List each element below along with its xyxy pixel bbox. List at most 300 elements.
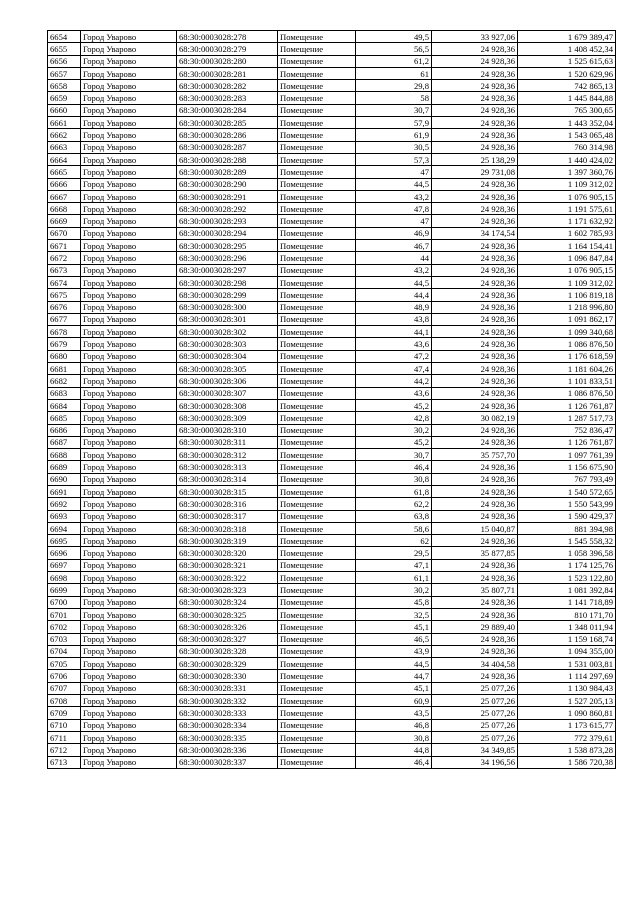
cell-object-type: Помещение: [278, 276, 356, 288]
table-row: [48, 412, 616, 424]
cell-municipality: Город Уварово: [81, 289, 177, 301]
cell-object-type: Помещение: [278, 670, 356, 682]
table-row: [48, 153, 616, 165]
table-row: [48, 572, 616, 584]
cell-object-type: Помещение: [278, 338, 356, 350]
cell-row-number: 6701: [48, 608, 81, 620]
cell-area: 44,5: [356, 178, 432, 190]
cell-municipality: Город Уварово: [81, 510, 177, 522]
table-row: [48, 289, 616, 301]
cell-object-type: Помещение: [278, 190, 356, 202]
table-row: [48, 744, 616, 756]
table-row: [48, 559, 616, 571]
cell-area: 30,7: [356, 104, 432, 116]
cell-specific-value: 24 928,36: [432, 203, 518, 215]
cell-cadastral-number: 68:30:0003028:299: [177, 289, 278, 301]
cell-cadastral-value: 1 076 905,15: [518, 190, 616, 202]
cell-row-number: 6695: [48, 535, 81, 547]
cell-row-number: 6683: [48, 387, 81, 399]
table-row: [48, 264, 616, 276]
cell-cadastral-number: 68:30:0003028:290: [177, 178, 278, 190]
cell-cadastral-number: 68:30:0003028:307: [177, 387, 278, 399]
table-row: [48, 276, 616, 288]
cell-object-type: Помещение: [278, 424, 356, 436]
cell-cadastral-value: 767 793,49: [518, 473, 616, 485]
cell-municipality: Город Уварово: [81, 55, 177, 67]
cell-cadastral-value: 1 130 984,43: [518, 682, 616, 694]
cell-object-type: Помещение: [278, 55, 356, 67]
cell-row-number: 6657: [48, 67, 81, 79]
cell-area: 30,2: [356, 584, 432, 596]
cell-area: 43,2: [356, 190, 432, 202]
cell-object-type: Помещение: [278, 227, 356, 239]
cell-cadastral-number: 68:30:0003028:323: [177, 584, 278, 596]
cell-cadastral-number: 68:30:0003028:296: [177, 252, 278, 264]
cell-municipality: Город Уварово: [81, 190, 177, 202]
cell-object-type: Помещение: [278, 608, 356, 620]
cell-row-number: 6667: [48, 190, 81, 202]
cell-cadastral-number: 68:30:0003028:284: [177, 104, 278, 116]
cell-cadastral-number: 68:30:0003028:279: [177, 43, 278, 55]
cell-cadastral-value: 1 141 718,89: [518, 596, 616, 608]
cell-area: 60,9: [356, 695, 432, 707]
cell-municipality: Город Уварово: [81, 498, 177, 510]
cell-municipality: Город Уварово: [81, 43, 177, 55]
cell-municipality: Город Уварово: [81, 412, 177, 424]
cell-cadastral-number: 68:30:0003028:303: [177, 338, 278, 350]
cell-object-type: Помещение: [278, 522, 356, 534]
cell-object-type: Помещение: [278, 387, 356, 399]
cell-specific-value: 29 889,40: [432, 621, 518, 633]
cell-municipality: Город Уварово: [81, 227, 177, 239]
cell-municipality: Город Уварово: [81, 473, 177, 485]
cell-area: 43,2: [356, 264, 432, 276]
cell-municipality: Город Уварово: [81, 670, 177, 682]
cell-specific-value: 34 196,56: [432, 756, 518, 768]
cell-cadastral-value: 1 176 618,59: [518, 350, 616, 362]
cell-cadastral-number: 68:30:0003028:282: [177, 80, 278, 92]
cell-row-number: 6684: [48, 399, 81, 411]
cell-row-number: 6708: [48, 695, 81, 707]
table-row: [48, 473, 616, 485]
cell-object-type: Помещение: [278, 436, 356, 448]
cell-cadastral-value: 1 181 604,26: [518, 363, 616, 375]
cell-area: 61: [356, 67, 432, 79]
cell-cadastral-number: 68:30:0003028:320: [177, 547, 278, 559]
cell-cadastral-value: 1 348 011,94: [518, 621, 616, 633]
cell-specific-value: 24 928,36: [432, 350, 518, 362]
cell-specific-value: 24 928,36: [432, 301, 518, 313]
cell-municipality: Город Уварово: [81, 129, 177, 141]
cell-cadastral-number: 68:30:0003028:314: [177, 473, 278, 485]
cell-area: 32,5: [356, 608, 432, 620]
cell-specific-value: 15 040,87: [432, 522, 518, 534]
cell-row-number: 6674: [48, 276, 81, 288]
table-row: [48, 31, 616, 43]
cell-row-number: 6704: [48, 645, 81, 657]
table-row: [48, 252, 616, 264]
cell-cadastral-number: 68:30:0003028:281: [177, 67, 278, 79]
cell-specific-value: 24 928,36: [432, 572, 518, 584]
cell-row-number: 6692: [48, 498, 81, 510]
cell-municipality: Город Уварово: [81, 485, 177, 497]
table-row: [48, 215, 616, 227]
cell-cadastral-value: 1 545 558,32: [518, 535, 616, 547]
cell-municipality: Город Уварово: [81, 756, 177, 768]
cell-specific-value: 24 928,36: [432, 473, 518, 485]
cell-row-number: 6672: [48, 252, 81, 264]
cell-specific-value: 24 928,36: [432, 387, 518, 399]
cell-cadastral-number: 68:30:0003028:305: [177, 363, 278, 375]
cell-area: 47,2: [356, 350, 432, 362]
cell-cadastral-number: 68:30:0003028:289: [177, 166, 278, 178]
cell-specific-value: 24 928,36: [432, 43, 518, 55]
cell-municipality: Город Уварово: [81, 682, 177, 694]
cell-row-number: 6660: [48, 104, 81, 116]
table-row: [48, 522, 616, 534]
cell-cadastral-number: 68:30:0003028:302: [177, 326, 278, 338]
cell-row-number: 6711: [48, 731, 81, 743]
cell-municipality: Город Уварово: [81, 584, 177, 596]
cell-municipality: Город Уварово: [81, 215, 177, 227]
cell-object-type: Помещение: [278, 289, 356, 301]
cell-row-number: 6655: [48, 43, 81, 55]
cell-cadastral-value: 1 173 615,77: [518, 719, 616, 731]
cell-area: 47: [356, 215, 432, 227]
table-row: [48, 338, 616, 350]
table-row: [48, 67, 616, 79]
table-row: [48, 510, 616, 522]
cell-cadastral-number: 68:30:0003028:325: [177, 608, 278, 620]
cell-area: 44,8: [356, 744, 432, 756]
cell-municipality: Город Уварово: [81, 633, 177, 645]
cell-cadastral-value: 1 101 833,51: [518, 375, 616, 387]
table-body: [48, 31, 616, 769]
cell-area: 58: [356, 92, 432, 104]
cell-specific-value: 34 174,54: [432, 227, 518, 239]
cell-object-type: Помещение: [278, 547, 356, 559]
cell-object-type: Помещение: [278, 449, 356, 461]
cell-specific-value: 24 928,36: [432, 264, 518, 276]
cell-cadastral-number: 68:30:0003028:309: [177, 412, 278, 424]
cell-cadastral-value: 1 156 675,90: [518, 461, 616, 473]
table-row: [48, 117, 616, 129]
cell-cadastral-number: 68:30:0003028:337: [177, 756, 278, 768]
cell-object-type: Помещение: [278, 178, 356, 190]
cell-specific-value: 24 928,36: [432, 436, 518, 448]
table-row: [48, 658, 616, 670]
cell-cadastral-value: 1 109 312,02: [518, 276, 616, 288]
cell-specific-value: 24 928,36: [432, 313, 518, 325]
cell-municipality: Город Уварово: [81, 276, 177, 288]
cell-row-number: 6664: [48, 153, 81, 165]
cell-specific-value: 25 077,26: [432, 707, 518, 719]
cell-cadastral-value: 1 602 785,93: [518, 227, 616, 239]
cell-area: 63,8: [356, 510, 432, 522]
cell-area: 30,8: [356, 473, 432, 485]
table-row: [48, 498, 616, 510]
cell-row-number: 6658: [48, 80, 81, 92]
cell-row-number: 6699: [48, 584, 81, 596]
cell-cadastral-number: 68:30:0003028:312: [177, 449, 278, 461]
cell-specific-value: 24 928,36: [432, 535, 518, 547]
cell-row-number: 6677: [48, 313, 81, 325]
cell-cadastral-number: 68:30:0003028:326: [177, 621, 278, 633]
cell-row-number: 6669: [48, 215, 81, 227]
cell-area: 46,4: [356, 756, 432, 768]
cell-specific-value: 25 077,26: [432, 731, 518, 743]
cell-specific-value: 24 928,36: [432, 289, 518, 301]
cell-specific-value: 34 404,58: [432, 658, 518, 670]
cell-cadastral-value: 1 090 860,81: [518, 707, 616, 719]
table-row: [48, 547, 616, 559]
cell-cadastral-value: 1 586 720,38: [518, 756, 616, 768]
cell-cadastral-number: 68:30:0003028:327: [177, 633, 278, 645]
cell-cadastral-value: 1 086 876,50: [518, 387, 616, 399]
table-row: [48, 92, 616, 104]
table-row: [48, 240, 616, 252]
cell-cadastral-number: 68:30:0003028:295: [177, 240, 278, 252]
cell-object-type: Помещение: [278, 363, 356, 375]
cell-specific-value: 24 928,36: [432, 80, 518, 92]
table-row: [48, 596, 616, 608]
cell-row-number: 6679: [48, 338, 81, 350]
table-row: [48, 633, 616, 645]
cell-cadastral-number: 68:30:0003028:308: [177, 399, 278, 411]
cell-cadastral-value: 1 174 125,76: [518, 559, 616, 571]
cell-area: 44,7: [356, 670, 432, 682]
cell-municipality: Город Уварово: [81, 92, 177, 104]
table-row: [48, 43, 616, 55]
cell-object-type: Помещение: [278, 67, 356, 79]
cell-municipality: Город Уварово: [81, 326, 177, 338]
cell-specific-value: 24 928,36: [432, 67, 518, 79]
cell-object-type: Помещение: [278, 658, 356, 670]
cell-municipality: Город Уварово: [81, 596, 177, 608]
cell-row-number: 6706: [48, 670, 81, 682]
cell-municipality: Город Уварово: [81, 695, 177, 707]
cell-cadastral-value: 1 164 154,41: [518, 240, 616, 252]
cell-cadastral-number: 68:30:0003028:319: [177, 535, 278, 547]
table-row: [48, 670, 616, 682]
cell-cadastral-number: 68:30:0003028:297: [177, 264, 278, 276]
cell-row-number: 6710: [48, 719, 81, 731]
cell-row-number: 6670: [48, 227, 81, 239]
cell-cadastral-value: 1 550 543,99: [518, 498, 616, 510]
cell-area: 30,2: [356, 424, 432, 436]
cell-area: 45,1: [356, 682, 432, 694]
cell-cadastral-number: 68:30:0003028:335: [177, 731, 278, 743]
cell-cadastral-value: 1 523 122,80: [518, 572, 616, 584]
cell-row-number: 6700: [48, 596, 81, 608]
cell-cadastral-value: 1 397 360,76: [518, 166, 616, 178]
table-row: [48, 80, 616, 92]
cell-cadastral-number: 68:30:0003028:285: [177, 117, 278, 129]
cell-municipality: Город Уварово: [81, 424, 177, 436]
cell-row-number: 6707: [48, 682, 81, 694]
cell-cadastral-number: 68:30:0003028:292: [177, 203, 278, 215]
cell-area: 46,7: [356, 240, 432, 252]
cell-municipality: Город Уварово: [81, 31, 177, 43]
cell-cadastral-number: 68:30:0003028:322: [177, 572, 278, 584]
cell-municipality: Город Уварово: [81, 547, 177, 559]
cell-object-type: Помещение: [278, 621, 356, 633]
cell-cadastral-number: 68:30:0003028:311: [177, 436, 278, 448]
table-row: [48, 326, 616, 338]
cell-specific-value: 24 928,36: [432, 633, 518, 645]
cell-row-number: 6712: [48, 744, 81, 756]
cell-municipality: Город Уварово: [81, 264, 177, 276]
cell-object-type: Помещение: [278, 153, 356, 165]
cell-object-type: Помещение: [278, 485, 356, 497]
cell-row-number: 6698: [48, 572, 81, 584]
cell-object-type: Помещение: [278, 535, 356, 547]
cell-row-number: 6666: [48, 178, 81, 190]
cell-cadastral-value: 765 300,65: [518, 104, 616, 116]
cell-object-type: Помещение: [278, 313, 356, 325]
cell-municipality: Город Уварово: [81, 559, 177, 571]
cell-specific-value: 24 928,36: [432, 129, 518, 141]
table-row: [48, 485, 616, 497]
cell-cadastral-value: 1 679 389,47: [518, 31, 616, 43]
cell-specific-value: 35 807,71: [432, 584, 518, 596]
cell-area: 57,3: [356, 153, 432, 165]
cell-area: 45,2: [356, 399, 432, 411]
cell-cadastral-value: 1 097 761,39: [518, 449, 616, 461]
table-row: [48, 535, 616, 547]
cell-cadastral-number: 68:30:0003028:286: [177, 129, 278, 141]
cell-object-type: Помещение: [278, 350, 356, 362]
table-row: [48, 695, 616, 707]
cell-municipality: Город Уварово: [81, 252, 177, 264]
table-row: [48, 707, 616, 719]
cell-specific-value: 24 928,36: [432, 276, 518, 288]
cell-cadastral-value: 1 096 847,84: [518, 252, 616, 264]
cell-object-type: Помещение: [278, 645, 356, 657]
cell-cadastral-number: 68:30:0003028:321: [177, 559, 278, 571]
cell-area: 44,4: [356, 289, 432, 301]
cell-area: 61,2: [356, 55, 432, 67]
cell-cadastral-value: 1 191 575,61: [518, 203, 616, 215]
cell-cadastral-value: 1 099 340,68: [518, 326, 616, 338]
cell-municipality: Город Уварово: [81, 240, 177, 252]
cell-cadastral-number: 68:30:0003028:324: [177, 596, 278, 608]
cell-specific-value: 24 928,36: [432, 461, 518, 473]
cell-row-number: 6681: [48, 363, 81, 375]
cell-municipality: Город Уварово: [81, 645, 177, 657]
cell-specific-value: 24 928,36: [432, 240, 518, 252]
table-row: [48, 104, 616, 116]
cell-specific-value: 24 928,36: [432, 596, 518, 608]
cell-object-type: Помещение: [278, 596, 356, 608]
cell-object-type: Помещение: [278, 301, 356, 313]
table-row: [48, 621, 616, 633]
cell-cadastral-number: 68:30:0003028:287: [177, 141, 278, 153]
cell-cadastral-number: 68:30:0003028:316: [177, 498, 278, 510]
cell-cadastral-value: 1 081 392,84: [518, 584, 616, 596]
cell-cadastral-value: 1 525 615,63: [518, 55, 616, 67]
cell-object-type: Помещение: [278, 584, 356, 596]
cell-object-type: Помещение: [278, 215, 356, 227]
cell-area: 62,2: [356, 498, 432, 510]
cell-specific-value: 24 928,36: [432, 92, 518, 104]
table-row: [48, 461, 616, 473]
cell-object-type: Помещение: [278, 498, 356, 510]
cell-row-number: 6694: [48, 522, 81, 534]
cell-municipality: Город Уварово: [81, 658, 177, 670]
cell-municipality: Город Уварово: [81, 744, 177, 756]
cell-cadastral-number: 68:30:0003028:278: [177, 31, 278, 43]
table-row: [48, 375, 616, 387]
cell-cadastral-value: 1 408 452,34: [518, 43, 616, 55]
cell-object-type: Помещение: [278, 92, 356, 104]
cell-specific-value: 35 877,85: [432, 547, 518, 559]
table-row: [48, 166, 616, 178]
cell-row-number: 6680: [48, 350, 81, 362]
cell-municipality: Город Уварово: [81, 621, 177, 633]
cell-area: 30,8: [356, 731, 432, 743]
cell-row-number: 6676: [48, 301, 81, 313]
cell-cadastral-number: 68:30:0003028:329: [177, 658, 278, 670]
cell-cadastral-value: 1 114 297,69: [518, 670, 616, 682]
cell-area: 45,8: [356, 596, 432, 608]
cell-area: 44,5: [356, 276, 432, 288]
cell-specific-value: 24 928,36: [432, 424, 518, 436]
cell-cadastral-value: 1 538 873,28: [518, 744, 616, 756]
cell-specific-value: 24 928,36: [432, 141, 518, 153]
cell-row-number: 6663: [48, 141, 81, 153]
cell-specific-value: 24 928,36: [432, 399, 518, 411]
cell-object-type: Помещение: [278, 572, 356, 584]
cell-object-type: Помещение: [278, 707, 356, 719]
cell-row-number: 6691: [48, 485, 81, 497]
cell-cadastral-value: 742 865,13: [518, 80, 616, 92]
cell-cadastral-number: 68:30:0003028:317: [177, 510, 278, 522]
table-row: [48, 731, 616, 743]
cell-row-number: 6689: [48, 461, 81, 473]
cell-municipality: Город Уварово: [81, 153, 177, 165]
table-row: [48, 178, 616, 190]
cell-specific-value: 24 928,36: [432, 252, 518, 264]
cell-object-type: Помещение: [278, 240, 356, 252]
cell-cadastral-number: 68:30:0003028:306: [177, 375, 278, 387]
cell-cadastral-value: 1 171 632,92: [518, 215, 616, 227]
cell-area: 45,2: [356, 436, 432, 448]
cell-specific-value: 24 928,36: [432, 326, 518, 338]
cell-municipality: Город Уварово: [81, 203, 177, 215]
cell-municipality: Город Уварово: [81, 178, 177, 190]
cell-object-type: Помещение: [278, 141, 356, 153]
cell-municipality: Город Уварово: [81, 338, 177, 350]
cell-area: 30,7: [356, 449, 432, 461]
cell-cadastral-number: 68:30:0003028:293: [177, 215, 278, 227]
cell-row-number: 6662: [48, 129, 81, 141]
cell-cadastral-value: 1 443 352,04: [518, 117, 616, 129]
cell-row-number: 6696: [48, 547, 81, 559]
cell-object-type: Помещение: [278, 31, 356, 43]
cell-municipality: Город Уварово: [81, 522, 177, 534]
cell-area: 44: [356, 252, 432, 264]
cell-specific-value: 24 928,36: [432, 190, 518, 202]
cell-municipality: Город Уварово: [81, 731, 177, 743]
cell-object-type: Помещение: [278, 375, 356, 387]
table-row: [48, 645, 616, 657]
cell-area: 62: [356, 535, 432, 547]
cell-row-number: 6687: [48, 436, 81, 448]
table-row: [48, 227, 616, 239]
cell-cadastral-value: 1 218 996,80: [518, 301, 616, 313]
cell-municipality: Город Уварово: [81, 449, 177, 461]
